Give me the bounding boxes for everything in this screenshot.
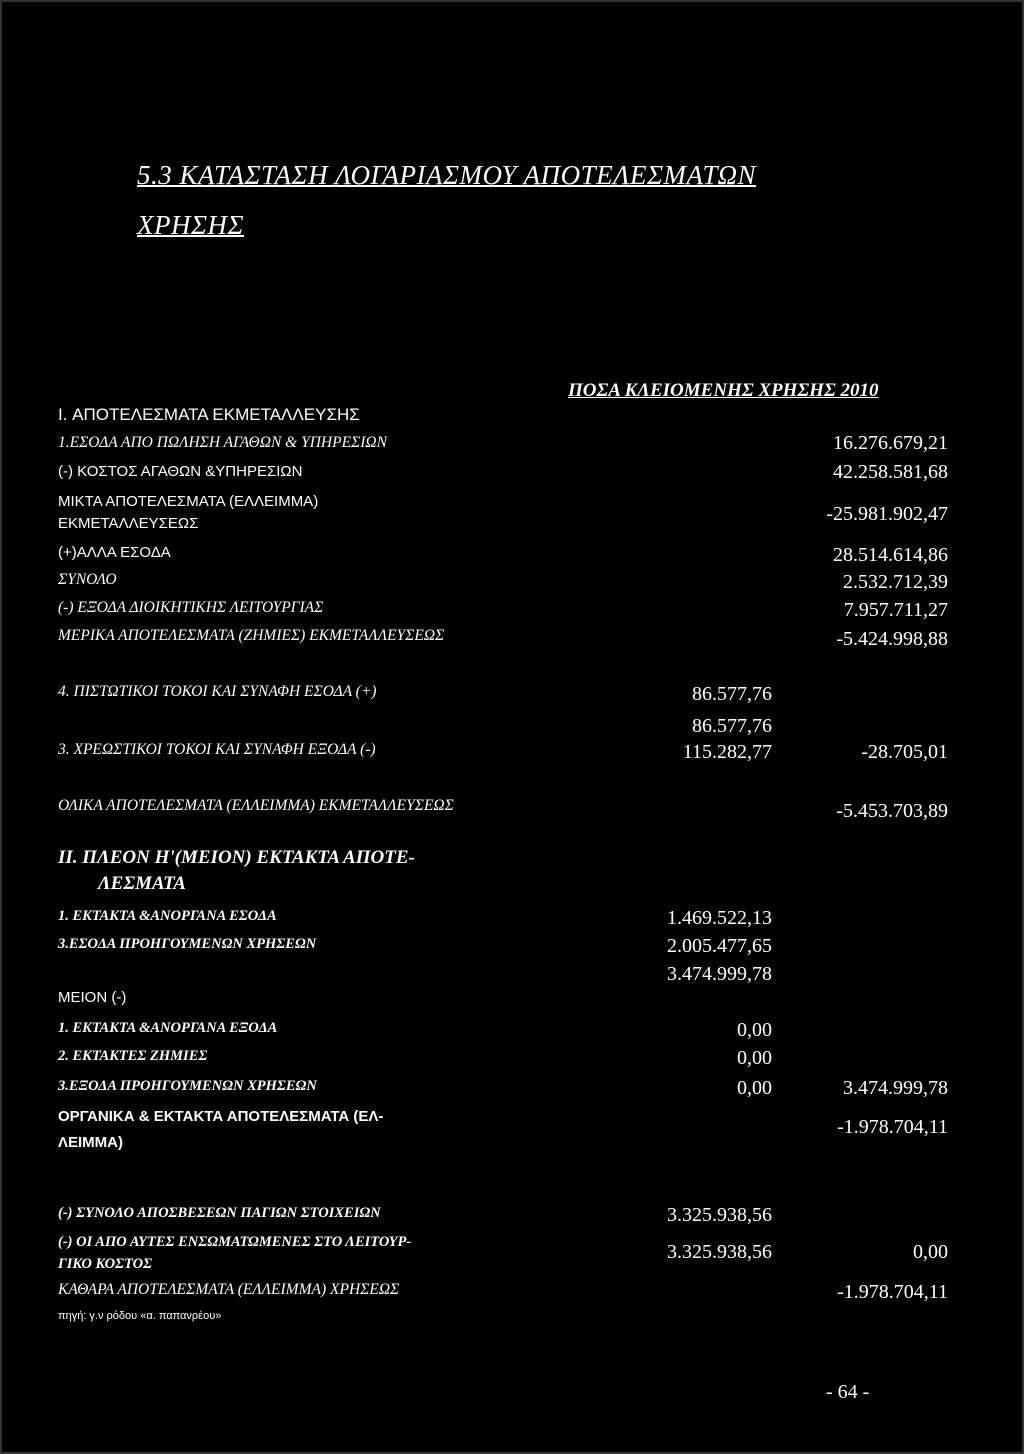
table-row [58, 433, 948, 463]
row-label: 1. ΕΚΤΑΚΤΑ &ΑΝΟΡΓΑΝΑ ΕΣΟΔΑ [58, 908, 277, 924]
column-header: ΠΟΣΑ ΚΛΕΙΟΜΕΝΗΣ ΧΡΗΣΗΣ 2010 [568, 380, 879, 401]
table-row [58, 906, 948, 936]
row-label: II. ΠΛΕΟΝ Η'(ΜΕΙΟΝ) ΕΚΤΑΚΤΑ ΑΠΟΤΕ- [58, 847, 415, 868]
row-label: 3.ΕΣΟΔΑ ΠΡΟΗΓΟΥΜΕΝΩΝ ΧΡΗΣΕΩΝ [58, 936, 317, 952]
row-label: I. ΑΠΟΤΕΛΕΣΜΑΤΑ ΕΚΜΕΤΑΛΛΕΥΣΗΣ [58, 405, 360, 424]
row-value-1: 3.474.999,78 [667, 963, 772, 985]
row-label: 2. ΕΚΤΑΚΤΕΣ ΖΗΜΙΕΣ [58, 1048, 208, 1064]
row-value-1: 115.282,77 [682, 741, 772, 763]
row-value-2: -1.978.704,11 [837, 1281, 948, 1303]
table-row [58, 796, 948, 826]
row-value-2: -5.453.703,89 [836, 800, 948, 822]
table-row [58, 740, 948, 770]
section-ii-heading [58, 848, 948, 904]
table-row [58, 570, 948, 600]
row-value-1: 0,00 [737, 1047, 772, 1069]
table-row [58, 1018, 948, 1048]
page-title [137, 150, 897, 250]
row-value-2: 3.474.999,78 [843, 1077, 948, 1099]
row-label-cont: ΓΙΚΟ ΚΟΣΤΟΣ [58, 1256, 153, 1272]
table-row [58, 934, 948, 964]
row-value-1: 0,00 [737, 1019, 772, 1041]
row-label: ΜΕΡΙΚΑ ΑΠΟΤΕΛΕΣΜΑΤΑ (ΖΗΜΙΕΣ) ΕΚΜΕΤΑΛΛΕΥΣΕΩΣ [58, 627, 445, 644]
row-label-cont: ΕΚΜΕΤΑΛΛΕΥΣΕΩΣ [58, 515, 199, 532]
row-label: ΜΙΚΤΑ ΑΠΟΤΕΛΕΣΜΑΤΑ (ΕΛΛΕΙΜΜΑ) [58, 493, 319, 510]
table-row [58, 1107, 948, 1157]
row-label: (+)ΑΛΛΑ ΕΣΟΔΑ [58, 544, 171, 561]
row-value-2: -5.424.998,88 [836, 628, 948, 650]
row-value-1: 1.469.522,13 [667, 907, 772, 929]
table-row [58, 1203, 948, 1233]
row-value-1: 86.577,76 [692, 715, 772, 737]
table-row [58, 492, 948, 538]
table-row [58, 682, 948, 712]
row-value-1: 0,00 [737, 1077, 772, 1099]
row-label: 3.ΕΞΟΔΑ ΠΡΟΗΓΟΥΜΕΝΩΝ ΧΡΗΣΕΩΝ [58, 1078, 317, 1094]
table-row [58, 988, 948, 1018]
section-i-heading [58, 405, 948, 435]
row-value-1: 3.325.938,56 [667, 1241, 772, 1263]
title-line-1: 5.3 ΚΑΤΑΣΤΑΣΗ ΛΟΓΑΡΙΑΣΜΟΥ ΑΠΟΤΕΛΕΣΜΑΤΩΝ [137, 160, 757, 190]
row-label-cont: ΛΕΙΜΜΑ) [58, 1134, 123, 1151]
row-value-2: 0,00 [913, 1241, 948, 1263]
table-row [58, 543, 948, 573]
row-label: ΣΥΝΟΛΟ [58, 571, 117, 588]
row-label: ΚΑΘΑΡΑ ΑΠΟΤΕΛΕΣΜΑΤΑ (ΕΛΛΕΙΜΜΑ) ΧΡΗΣΕΩΣ [58, 1281, 400, 1298]
row-label: ΜΕΙΟΝ (-) [58, 989, 127, 1006]
row-label: 4. ΠΙΣΤΩΤΙΚΟΙ ΤΟΚΟΙ ΚΑΙ ΣΥΝΑΦΗ ΕΣΟΔΑ (+) [58, 683, 377, 700]
row-value-2: 28.514.614,86 [833, 544, 948, 566]
row-label-cont: ΛΕΣΜΑΤΑ [98, 873, 186, 894]
row-label: (-) ΕΞΟΔΑ ΔΙΟΙΚΗΤΙΚΗΣ ΛΕΙΤΟΥΡΓΙΑΣ [58, 599, 324, 616]
row-label: 1.ΕΣΟΔΑ ΑΠΟ ΠΩΛΗΣΗ ΑΓΑΘΩΝ & ΥΠΗΡΕΣΙΩΝ [58, 434, 387, 451]
row-label: ΟΡΓΑΝΙΚΑ & ΕΚΤΑΚΤΑ ΑΠΟΤΕΛΕΣΜΑΤΑ (ΕΛ- [58, 1108, 384, 1125]
source-note: πηγή: γ.ν ρόδου «α. παπανρέου» [58, 1310, 222, 1322]
row-value-1: 2.005.477,65 [667, 935, 772, 957]
row-label: ΟΛΙΚΑ ΑΠΟΤΕΛΕΣΜΑΤΑ (ΕΛΛΕΙΜΜΑ) ΕΚΜΕΤΑΛΛΕΥΣΕΩΣ [58, 797, 454, 814]
page-number: - 64 - [826, 1381, 870, 1403]
title-line-2: ΧΡΗΣΗΣ [137, 210, 245, 240]
table-row [58, 462, 948, 492]
row-value-2: -25.981.902,47 [826, 503, 948, 525]
row-value-2: 16.276.679,21 [833, 432, 948, 454]
table-row [58, 598, 948, 628]
row-label: 3. ΧΡΕΩΣΤΙΚΟΙ ΤΟΚΟΙ ΚΑΙ ΣΥΝΑΦΗ ΕΞΟΔΑ (-) [58, 741, 376, 758]
row-label: 1. ΕΚΤΑΚΤΑ &ΑΝΟΡΓΑΝΑ ΕΞΟΔΑ [58, 1020, 278, 1036]
table-row [58, 626, 948, 656]
row-value-2: 2.532.712,39 [843, 571, 948, 593]
row-value-2: -28.705,01 [861, 741, 948, 763]
row-value-1: 86.577,76 [692, 683, 772, 705]
row-value-2: -1.978.704,11 [837, 1116, 948, 1138]
row-value-2: 42.258.581,68 [833, 461, 948, 483]
row-label: (-) ΚΟΣΤΟΣ ΑΓΑΘΩΝ &ΥΠΗΡΕΣΙΩΝ [58, 463, 303, 480]
row-label: (-) ΣΥΝΟΛΟ ΑΠΟΣΒΕΣΕΩΝ ΠΑΓΙΩΝ ΣΤΟΙΧΕΙΩΝ [58, 1205, 381, 1221]
row-value-1: 3.325.938,56 [667, 1204, 772, 1226]
row-value-2: 7.957.711,27 [843, 599, 948, 621]
table-row [58, 1046, 948, 1076]
table-row [58, 1232, 948, 1280]
row-label: (-) ΟΙ ΑΠΟ ΑΥΤΕΣ ΕΝΣΩΜΑΤΩΜΕΝΕΣ ΣΤΟ ΛΕΙΤΟΥΡ- [58, 1234, 412, 1250]
table-row [58, 1076, 948, 1106]
table-row [58, 1280, 948, 1310]
